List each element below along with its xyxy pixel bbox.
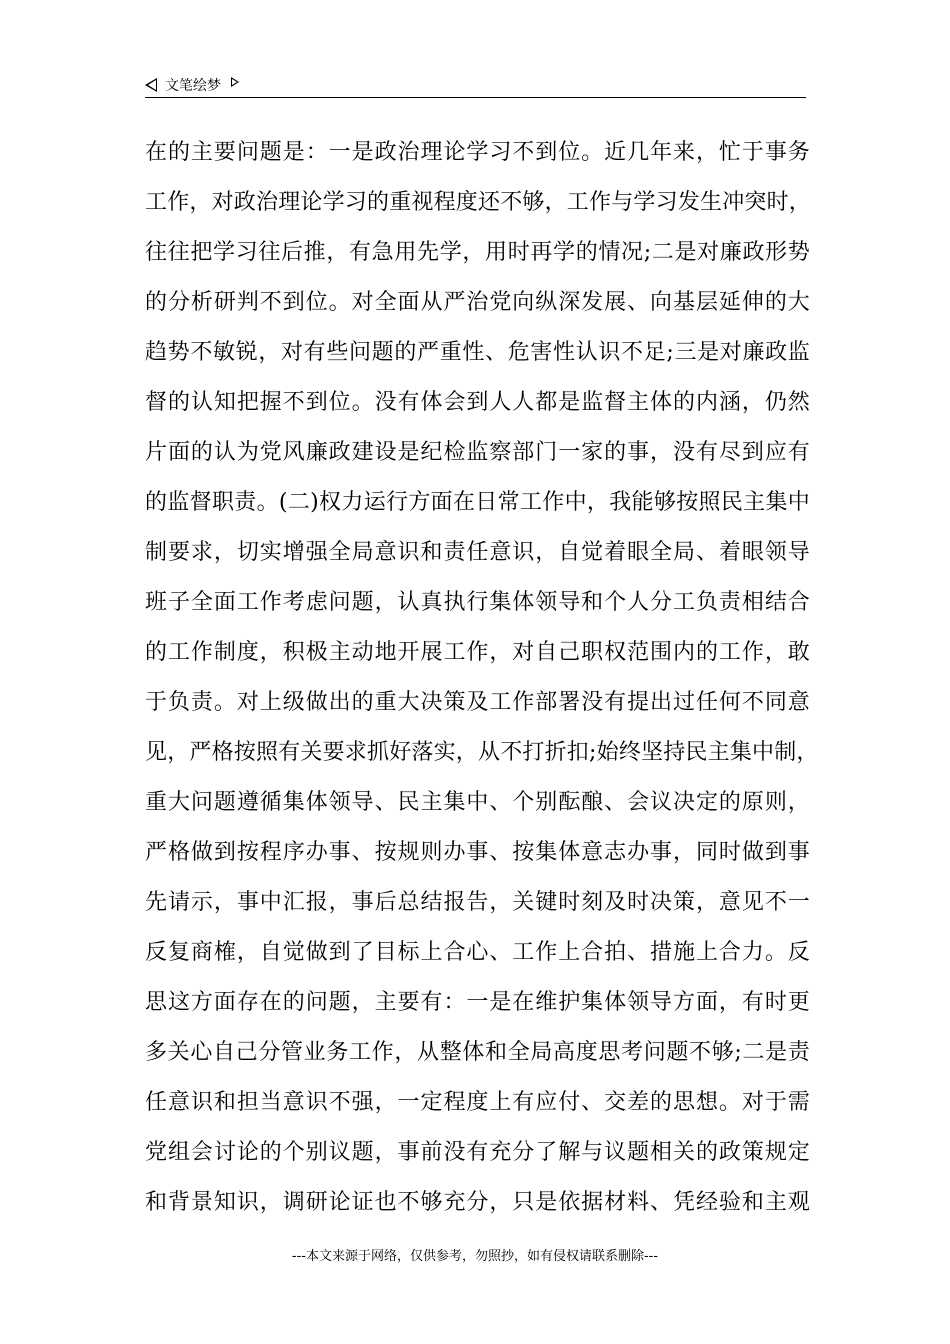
text-line: 先请示，事中汇报，事后总结报告，关键时刻及时决策，意见不一 bbox=[145, 890, 810, 915]
text-line: 班子全面工作考虑问题，认真执行集体领导和个人分工负责相结合 bbox=[145, 590, 810, 615]
text-line: 党组会讨论的个别议题，事前没有充分了解与议题相关的政策规定 bbox=[145, 1140, 810, 1165]
text-line: 片面的认为党风廉政建设是纪检监察部门一家的事，没有尽到应有 bbox=[145, 440, 810, 465]
triangle-left-icon bbox=[145, 78, 157, 92]
text-line: 多关心自己分管业务工作，从整体和全局高度思考问题不够;二是责 bbox=[145, 1040, 810, 1065]
text-line: 制要求，切实增强全局意识和责任意识，自觉着眼全局、着眼领导 bbox=[145, 540, 810, 565]
text-line: 重大问题遵循集体领导、民主集中、个别酝酿、会议决定的原则， bbox=[145, 790, 810, 815]
page-header bbox=[145, 73, 806, 97]
text-line: 反复商榷，自觉做到了目标上合心、工作上合拍、措施上合力。反 bbox=[145, 940, 810, 965]
text-line: 严格做到按程序办事、按规则办事、按集体意志办事，同时做到事 bbox=[145, 840, 810, 865]
text-line: 的工作制度，积极主动地开展工作，对自己职权范围内的工作，敢 bbox=[145, 640, 810, 665]
footer-notice: ---本文来源于网络，仅供参考，勿照抄，如有侵权请联系删除--- bbox=[291, 1249, 659, 1264]
header-divider bbox=[145, 97, 806, 98]
document-body bbox=[145, 128, 819, 1228]
text-line: 任意识和担当意识不强，一定程度上有应付、交差的思想。对于需 bbox=[145, 1090, 810, 1115]
text-line: 见，严格按照有关要求抓好落实，从不打折扣;始终坚持民主集中制， bbox=[145, 740, 819, 765]
text-line: 往往把学习往后推，有急用先学，用时再学的情况;二是对廉政形势 bbox=[145, 240, 810, 265]
text-line: 的监督职责。(二)权力运行方面在日常工作中，我能够按照民主集中 bbox=[145, 490, 810, 515]
text-line: 和背景知识，调研论证也不够充分，只是依据材料、凭经验和主观 bbox=[145, 1190, 810, 1215]
text-line: 督的认知把握不到位。没有体会到人人都是监督主体的内涵，仍然 bbox=[145, 390, 810, 415]
text-line: 趋势不敏锐，对有些问题的严重性、危害性认识不足;三是对廉政监 bbox=[145, 340, 810, 365]
text-line: 的分析研判不到位。对全面从严治党向纵深发展、向基层延伸的大 bbox=[145, 290, 810, 315]
text-line: 在的主要问题是：一是政治理论学习不到位。近几年来，忙于事务 bbox=[145, 140, 810, 165]
triangle-right-icon bbox=[231, 77, 239, 87]
text-line: 工作，对政治理论学习的重视程度还不够，工作与学习发生冲突时， bbox=[145, 190, 812, 215]
text-line: 于负责。对上级做出的重大决策及工作部署没有提出过任何不同意 bbox=[145, 690, 810, 715]
header-title: 文笔绘梦 bbox=[165, 78, 221, 94]
text-line: 思这方面存在的问题，主要有：一是在维护集体领导方面，有时更 bbox=[145, 990, 810, 1015]
